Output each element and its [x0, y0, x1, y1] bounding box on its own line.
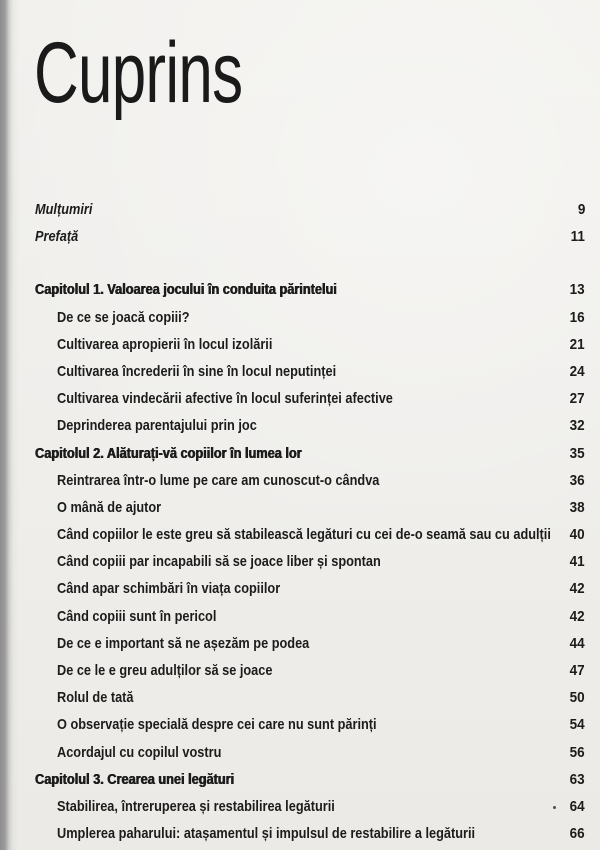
toc-entry-title: De ce le e greu adulților să se joace [57, 662, 273, 679]
toc-row [35, 440, 585, 467]
toc-row [35, 820, 585, 847]
toc-row [35, 548, 585, 575]
toc-entry-title: Mulțumiri [35, 201, 93, 218]
toc-row [35, 630, 585, 657]
toc-row [35, 657, 585, 684]
toc-row [35, 575, 585, 602]
toc-row [35, 739, 585, 766]
toc-row [35, 331, 585, 358]
toc-entry-title: Capitolul 1. Valoarea jocului în conduita părintelui [35, 281, 337, 299]
toc-entry-title: Când apar schimbări în viața copiilor [57, 580, 281, 598]
toc-entry-title: Când copiilor le este greu să stabilească legături cu cei de-o seamă sau cu adulții [57, 526, 551, 544]
toc-row [35, 494, 585, 521]
toc-row [35, 196, 585, 223]
toc-entry-title: Stabilirea, întreruperea și restabilirea legăturii [57, 797, 335, 815]
toc-entry-title: Cultivarea apropierii în locul izolării [57, 335, 273, 353]
toc-entry-title: Capitolul 3. Crearea unei legături [35, 770, 235, 788]
toc-entry-page: 35 [569, 444, 585, 462]
toc-row [35, 467, 585, 494]
toc-entry-title: Rolul de tată [57, 689, 134, 707]
toc-entry-page: 54 [569, 716, 585, 734]
toc-row [35, 711, 585, 738]
toc-entry-page: 24 [569, 362, 585, 380]
toc-row [35, 276, 585, 303]
toc-entry-page: 42 [569, 580, 585, 598]
toc-entry-title: Umplerea paharului: atașamentul și impulsul de restabilire a legăturii [57, 825, 476, 843]
toc-entry-page: 9 [577, 201, 585, 218]
toc-entry-page: 38 [569, 498, 585, 516]
toc-entry-page: 50 [569, 689, 585, 707]
toc-row [35, 385, 585, 412]
toc-entry-title: Prefață [35, 228, 79, 246]
toc-entry-page: 36 [569, 471, 585, 489]
toc-entry-title: Cultivarea vindecării afective în locul suferinței afective [57, 390, 393, 408]
toc-entry-page: 64 [569, 797, 585, 815]
toc-entry-page: 27 [569, 390, 585, 408]
toc-entry-page: 44 [569, 634, 585, 652]
toc-entry-page: 56 [569, 743, 585, 761]
toc-entry-title: De ce se joacă copiii? [57, 308, 190, 326]
toc-entry-title: Când copiii par incapabili să se joace liber și spontan [57, 553, 381, 571]
toc-entry-title: Reintrarea într-o lume pe care am cunoscut-o cândva [57, 471, 380, 489]
toc-entry-page: 16 [569, 308, 585, 326]
scan-speck [553, 806, 556, 809]
toc-row [35, 304, 585, 331]
toc-row [35, 684, 585, 711]
toc-row [35, 603, 585, 630]
toc-row [35, 521, 585, 548]
toc-entry-page: 63 [569, 770, 585, 788]
toc-row [35, 358, 585, 385]
toc-entry-title: Capitolul 2. Alăturați-vă copiilor în lumea lor [35, 444, 302, 462]
toc-entry-page: 66 [569, 825, 585, 843]
toc-entry-page: 47 [569, 662, 585, 679]
toc-row [35, 412, 585, 439]
toc-entry-title: Acordajul cu copilul vostru [57, 743, 222, 761]
toc-row [35, 766, 585, 793]
toc-entry-page: 21 [569, 335, 585, 353]
toc-entry-page: 32 [569, 417, 585, 435]
page-spine-shadow [0, 0, 20, 850]
toc-row [35, 793, 585, 820]
toc-entry-page: 40 [569, 526, 585, 544]
toc-entry-title: O mână de ajutor [57, 498, 162, 516]
toc-entry-page: 11 [570, 228, 585, 246]
toc-entry-title: O observație specială despre cei care nu sunt părinți [57, 716, 377, 734]
toc-entry-page: 41 [569, 553, 585, 571]
toc-entry-page: 42 [569, 607, 585, 625]
table-of-contents [35, 196, 585, 847]
toc-entry-title: Cultivarea încrederii în sine în locul neputinței [57, 362, 337, 380]
toc-entry-title: De ce e important să ne așezăm pe podea [57, 634, 310, 652]
toc-entry-title: Când copiii sunt în pericol [57, 607, 217, 625]
toc-row [35, 223, 585, 250]
toc-entry-page: 13 [569, 281, 585, 299]
page-title: Cuprins [34, 25, 243, 121]
toc-entry-title: Deprinderea parentajului prin joc [57, 417, 257, 435]
